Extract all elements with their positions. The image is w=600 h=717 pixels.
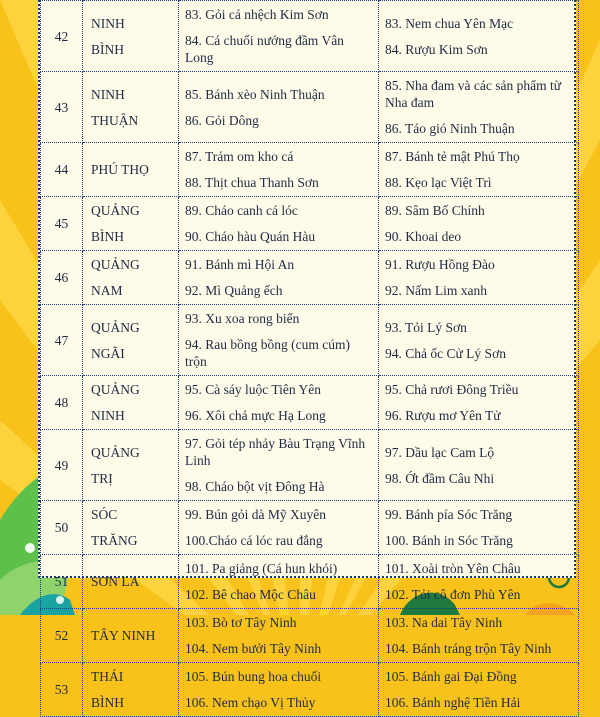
specialties-cell bbox=[379, 430, 579, 501]
specialty-item: 91. Rượu Hồng Đào bbox=[385, 257, 495, 272]
table-row bbox=[41, 609, 579, 663]
specialty-item: 99. Bánh pía Sóc Trăng bbox=[385, 507, 513, 522]
dishes-cell bbox=[179, 197, 379, 251]
dish-item: 88. Thịt chua Thanh Sơn bbox=[185, 175, 319, 190]
table-row bbox=[41, 376, 579, 430]
dishes-cell bbox=[179, 501, 379, 555]
province-name bbox=[83, 251, 179, 305]
dishes-cell bbox=[179, 609, 379, 663]
province-name bbox=[83, 663, 179, 717]
dishes-cell bbox=[179, 555, 379, 609]
specialty-item: 86. Táo gió Ninh Thuận bbox=[385, 121, 515, 136]
dish-item: 102. Bê chao Mộc Châu bbox=[185, 587, 316, 602]
province-name bbox=[83, 143, 179, 197]
dish-item: 87. Trám om kho cá bbox=[185, 149, 294, 164]
specialties-cell bbox=[379, 663, 579, 717]
row-number: 53 bbox=[41, 663, 83, 717]
dish-item: 83. Gỏi cá nhệch Kim Sơn bbox=[185, 7, 329, 22]
province-line: SƠN LA bbox=[91, 574, 140, 589]
dish-item: 84. Cá chuối nướng đầm Vân Long bbox=[185, 33, 344, 65]
province-line: QUẢNG bbox=[91, 319, 140, 335]
province-name bbox=[83, 197, 179, 251]
table-row bbox=[41, 501, 579, 555]
specialty-item: 88. Kẹo lạc Việt Trì bbox=[385, 175, 492, 190]
row-number: 46 bbox=[41, 251, 83, 305]
province-line: NINH bbox=[91, 86, 125, 102]
specialty-item: 93. Tỏi Lý Sơn bbox=[385, 319, 467, 335]
province-name bbox=[83, 430, 179, 501]
specialties-cell bbox=[379, 555, 579, 609]
row-number: 51 bbox=[41, 555, 83, 609]
row-number: 44 bbox=[41, 143, 83, 197]
specialties-cell bbox=[379, 609, 579, 663]
dish-item: 97. Gỏi tép nhảy Bàu Trạng Vĩnh Linh bbox=[185, 436, 366, 468]
row-number: 49 bbox=[41, 430, 83, 501]
dish-item: 98. Cháo bột vịt Đông Hà bbox=[185, 479, 325, 494]
dish-item: 89. Cháo canh cá lóc bbox=[185, 203, 298, 218]
province-line: TRỊ bbox=[91, 470, 113, 486]
table-row bbox=[41, 555, 579, 609]
specialty-item: 90. Khoai deo bbox=[385, 229, 462, 244]
specialty-item: 106. Bánh nghệ Tiền Hải bbox=[385, 695, 521, 710]
specialty-item: 103. Na dai Tây Ninh bbox=[385, 615, 503, 630]
table-row bbox=[41, 143, 579, 197]
dish-item: 90. Cháo hàu Quán Hàu bbox=[185, 229, 316, 244]
province-name bbox=[83, 1, 179, 72]
dish-item: 103. Bò tơ Tây Ninh bbox=[185, 615, 297, 630]
province-line: BÌNH bbox=[91, 229, 124, 244]
dish-item: 100.Cháo cá lóc rau đắng bbox=[185, 533, 323, 548]
dishes-cell bbox=[179, 430, 379, 501]
dishes-cell bbox=[179, 376, 379, 430]
dishes-cell bbox=[179, 305, 379, 376]
dishes-cell bbox=[179, 72, 379, 143]
specialty-item: 101. Xoài tròn Yên Châu bbox=[385, 561, 521, 576]
province-line: BÌNH bbox=[91, 41, 124, 57]
specialty-item: 84. Rượu Kim Sơn bbox=[385, 41, 488, 57]
table-body bbox=[41, 1, 579, 717]
row-number: 52 bbox=[41, 609, 83, 663]
specialty-item: 95. Chả rươi Đông Triều bbox=[385, 382, 519, 397]
dishes-cell bbox=[179, 143, 379, 197]
province-line: TRĂNG bbox=[91, 533, 138, 548]
specialty-item: 85. Nha đam và các sản phẩm từ Nha đam bbox=[385, 78, 562, 110]
table-row bbox=[41, 197, 579, 251]
specialty-item: 96. Rượu mơ Yên Tử bbox=[385, 408, 501, 423]
row-number: 43 bbox=[41, 72, 83, 143]
dish-item: 106. Nem chạo Vị Thủy bbox=[185, 695, 316, 710]
specialty-item: 94. Chả ốc Cử Lý Sơn bbox=[385, 345, 506, 361]
province-line: THÁI bbox=[91, 669, 124, 684]
province-name bbox=[83, 555, 179, 609]
table-row bbox=[41, 72, 579, 143]
specialty-table-container bbox=[38, 0, 576, 710]
dishes-cell bbox=[179, 1, 379, 72]
province-line: NINH bbox=[91, 15, 125, 31]
specialty-item: 98. Ớt đầm Câu Nhi bbox=[385, 470, 495, 486]
specialty-item: 89. Sâm Bố Chính bbox=[385, 203, 485, 218]
specialty-item: 87. Bánh tẻ mật Phú Thọ bbox=[385, 149, 520, 164]
province-line: SÓC bbox=[91, 507, 118, 522]
dish-item: 85. Bánh xèo Ninh Thuận bbox=[185, 86, 325, 102]
row-number: 47 bbox=[41, 305, 83, 376]
province-name bbox=[83, 609, 179, 663]
dish-item: 101. Pa giảng (Cá hun khói) bbox=[185, 561, 338, 576]
province-line: THUẬN bbox=[91, 112, 139, 128]
province-line: TÂY NINH bbox=[91, 628, 156, 643]
table-row bbox=[41, 305, 579, 376]
row-number: 45 bbox=[41, 197, 83, 251]
province-line: NINH bbox=[91, 408, 125, 423]
specialties-cell bbox=[379, 72, 579, 143]
table-row bbox=[41, 663, 579, 717]
dish-item: 96. Xôi chả mực Hạ Long bbox=[185, 408, 326, 423]
table-row bbox=[41, 430, 579, 501]
specialties-cell bbox=[379, 376, 579, 430]
province-line: QUẢNG bbox=[91, 382, 140, 397]
dish-item: 93. Xu xoa rong biển bbox=[185, 311, 300, 326]
dish-item: 92. Mì Quảng ếch bbox=[185, 283, 283, 298]
row-number: 48 bbox=[41, 376, 83, 430]
row-number: 50 bbox=[41, 501, 83, 555]
province-line: QUẢNG bbox=[91, 444, 140, 460]
specialty-item: 100. Bánh in Sóc Trăng bbox=[385, 533, 513, 548]
dish-item: 95. Cà sáy luộc Tiên Yên bbox=[185, 382, 321, 397]
dishes-cell bbox=[179, 663, 379, 717]
dishes-cell bbox=[179, 251, 379, 305]
dish-item: 91. Bánh mì Hội An bbox=[185, 257, 295, 272]
dish-item: 104. Nem bưởi Tây Ninh bbox=[185, 641, 322, 656]
specialty-item: 83. Nem chua Yên Mạc bbox=[385, 15, 514, 31]
dish-item: 99. Bún gỏi dà Mỹ Xuyên bbox=[185, 507, 326, 522]
dish-item: 94. Rau bồng bồng (cum cúm) trộn bbox=[185, 337, 350, 369]
province-name bbox=[83, 305, 179, 376]
province-line: NAM bbox=[91, 283, 123, 298]
province-line: BÌNH bbox=[91, 695, 124, 710]
specialty-item: 97. Dầu lạc Cam Lộ bbox=[385, 444, 495, 460]
province-line: NGÃI bbox=[91, 345, 125, 361]
specialties-cell bbox=[379, 197, 579, 251]
specialty-item: 102. Tỏi cô đơn Phù Yên bbox=[385, 587, 521, 602]
specialties-cell bbox=[379, 251, 579, 305]
province-line: QUẢNG bbox=[91, 203, 140, 218]
specialties-cell bbox=[379, 143, 579, 197]
specialty-table bbox=[40, 0, 579, 717]
specialties-cell bbox=[379, 305, 579, 376]
province-name bbox=[83, 376, 179, 430]
specialty-item: 105. Bánh gai Đại Đồng bbox=[385, 669, 517, 684]
specialty-item: 92. Nấm Lim xanh bbox=[385, 283, 487, 298]
dish-item: 105. Bún bung hoa chuối bbox=[185, 669, 322, 684]
row-number: 42 bbox=[41, 1, 83, 72]
province-name bbox=[83, 72, 179, 143]
specialties-cell bbox=[379, 501, 579, 555]
specialty-item: 104. Bánh tráng trộn Tây Ninh bbox=[385, 641, 552, 656]
table-row bbox=[41, 1, 579, 72]
table-row bbox=[41, 251, 579, 305]
province-name bbox=[83, 501, 179, 555]
specialties-cell bbox=[379, 1, 579, 72]
province-line: QUẢNG bbox=[91, 257, 140, 272]
dish-item: 86. Gỏi Dông bbox=[185, 112, 259, 128]
province-line: PHÚ THỌ bbox=[91, 162, 149, 177]
